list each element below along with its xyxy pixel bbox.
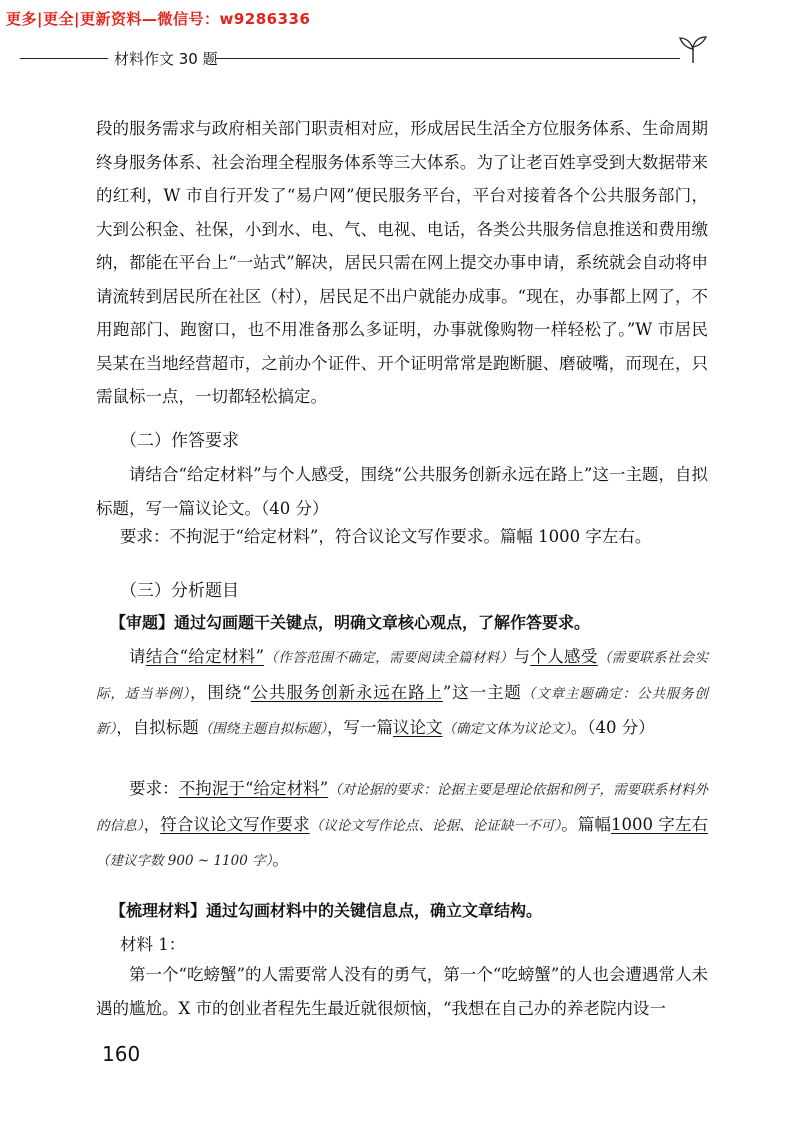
annotation-note: （议论文写作论点、论据、论证缺一不可） <box>309 817 562 834</box>
annotation-note: （文章主题确定：公共服务创新） <box>96 685 709 737</box>
annotation-note: （需要联系社会实际，适当举例） <box>96 650 709 702</box>
section2-paragraph: 请结合“给定材料”与个人感受，围绕“公共服务创新永远在路上”这一主题，自拟标题，写一篇议论文。（40 分） <box>96 465 708 518</box>
annotation-note: （确定文体为议论文） <box>442 721 571 737</box>
header-rule-right <box>216 58 680 59</box>
underline-phrase: 不拘泥于“给定材料” <box>178 779 329 798</box>
header-rule-left <box>20 58 108 59</box>
underline-phrase: 个人感受 <box>530 647 598 666</box>
material-paragraph: 第一个“吃螃蟹”的人需要常人没有的勇气，第一个“吃螃蟹”的人也会遭遇常人未遇的尴尬。X 市的创业者程先生最近就很烦恼，“我想在自己办的养老院内设一 <box>96 965 708 1018</box>
section2-heading: （二）作答要求 <box>120 431 239 451</box>
underline-phrase: 公共服务创新永远在路上 <box>250 682 443 702</box>
section3-heading: （三）分析题目 <box>120 581 239 601</box>
sprout-icon <box>676 35 710 65</box>
annotation-note: （建议字数 900 ~ 1100 字） <box>96 853 273 869</box>
shenti-paragraph-2: 要求：不拘泥于“给定材料”（对论据的要求：论据主要是理论依据和例子，需要联系材料外的信息），符合议论文写作要求（议论文写作论点、论据、论证缺一不可）。篇幅1000 字左右（建议字数 900 ~ 1100 字）。 <box>96 779 709 869</box>
annotation-note: （对论据的要求：论据主要是理论依据和例子，需要联系材料外的信息） <box>96 782 709 834</box>
shenti-label: 【审题】通过勾画题干关键点，明确文章核心观点，了解作答要求。 <box>110 613 591 632</box>
page-number: 160 <box>102 1042 141 1066</box>
material-label: 材料 1： <box>120 935 186 954</box>
shuli-label: 【梳理材料】通过勾画材料中的关键信息点，确立文章结构。 <box>110 901 543 920</box>
annotation-note: （作答范围不确定，需要阅读全篇材料） <box>264 650 514 666</box>
underline-phrase: 1000 字左右 <box>611 814 709 834</box>
watermark-text: 更多|更全|更新资料—微信号：w9286336 <box>6 10 311 28</box>
annotation-note: （围绕主题自拟标题） <box>198 721 327 737</box>
section2-requirement: 要求：不拘泥于“给定材料”，符合议论文写作要求。篇幅 1000 字左右。 <box>120 527 652 546</box>
underline-phrase: 议论文 <box>393 718 443 737</box>
header-title: 材料作文 30 题 <box>114 50 218 68</box>
shenti-paragraph-1: 请结合“给定材料”（作答范围不确定，需要阅读全篇材料）与个人感受（需要联系社会实际，适当举例），围绕“公共服务创新永远在路上”这一主题（文章主题确定：公共服务创新），自拟标题（围绕主题自拟标题），写一篇议论文（确定文体为议论文）。（40 分） <box>96 647 709 737</box>
intro-paragraph: 段的服务需求与政府相关部门职责相对应，形成居民生活全方位服务体系、生命周期终身服务体系、社会治理全程服务体系等三大体系。为了让老百姓享受到大数据带来的红利，W 市自行开发了“易户网”便民服务平台，平台对接着各个公共服务部门，大到公积金、社保，小到水、电、气、电视、电话，各类公共服务信息推送和费用缴纳，都能在平台上“一站式”解决，居民只需在网上提交办事申请，系统就会自动将申请流转到居民所在社区（村），居民足不出户就能办成事。“现在，办事都上网了，不用跑部门、跑窗口，也不用准备那么多证明，办事就像购物一样轻松了。”W 市居民吴某在当地经营超市，之前办个证件、开个证明常常是跑断腿、磨破嘴，而现在，只需鼠标一点，一切都轻松搞定。 <box>96 119 708 406</box>
underline-phrase: 结合“给定材料” <box>145 647 265 666</box>
underline-phrase: 符合议论文写作要求 <box>160 814 310 834</box>
